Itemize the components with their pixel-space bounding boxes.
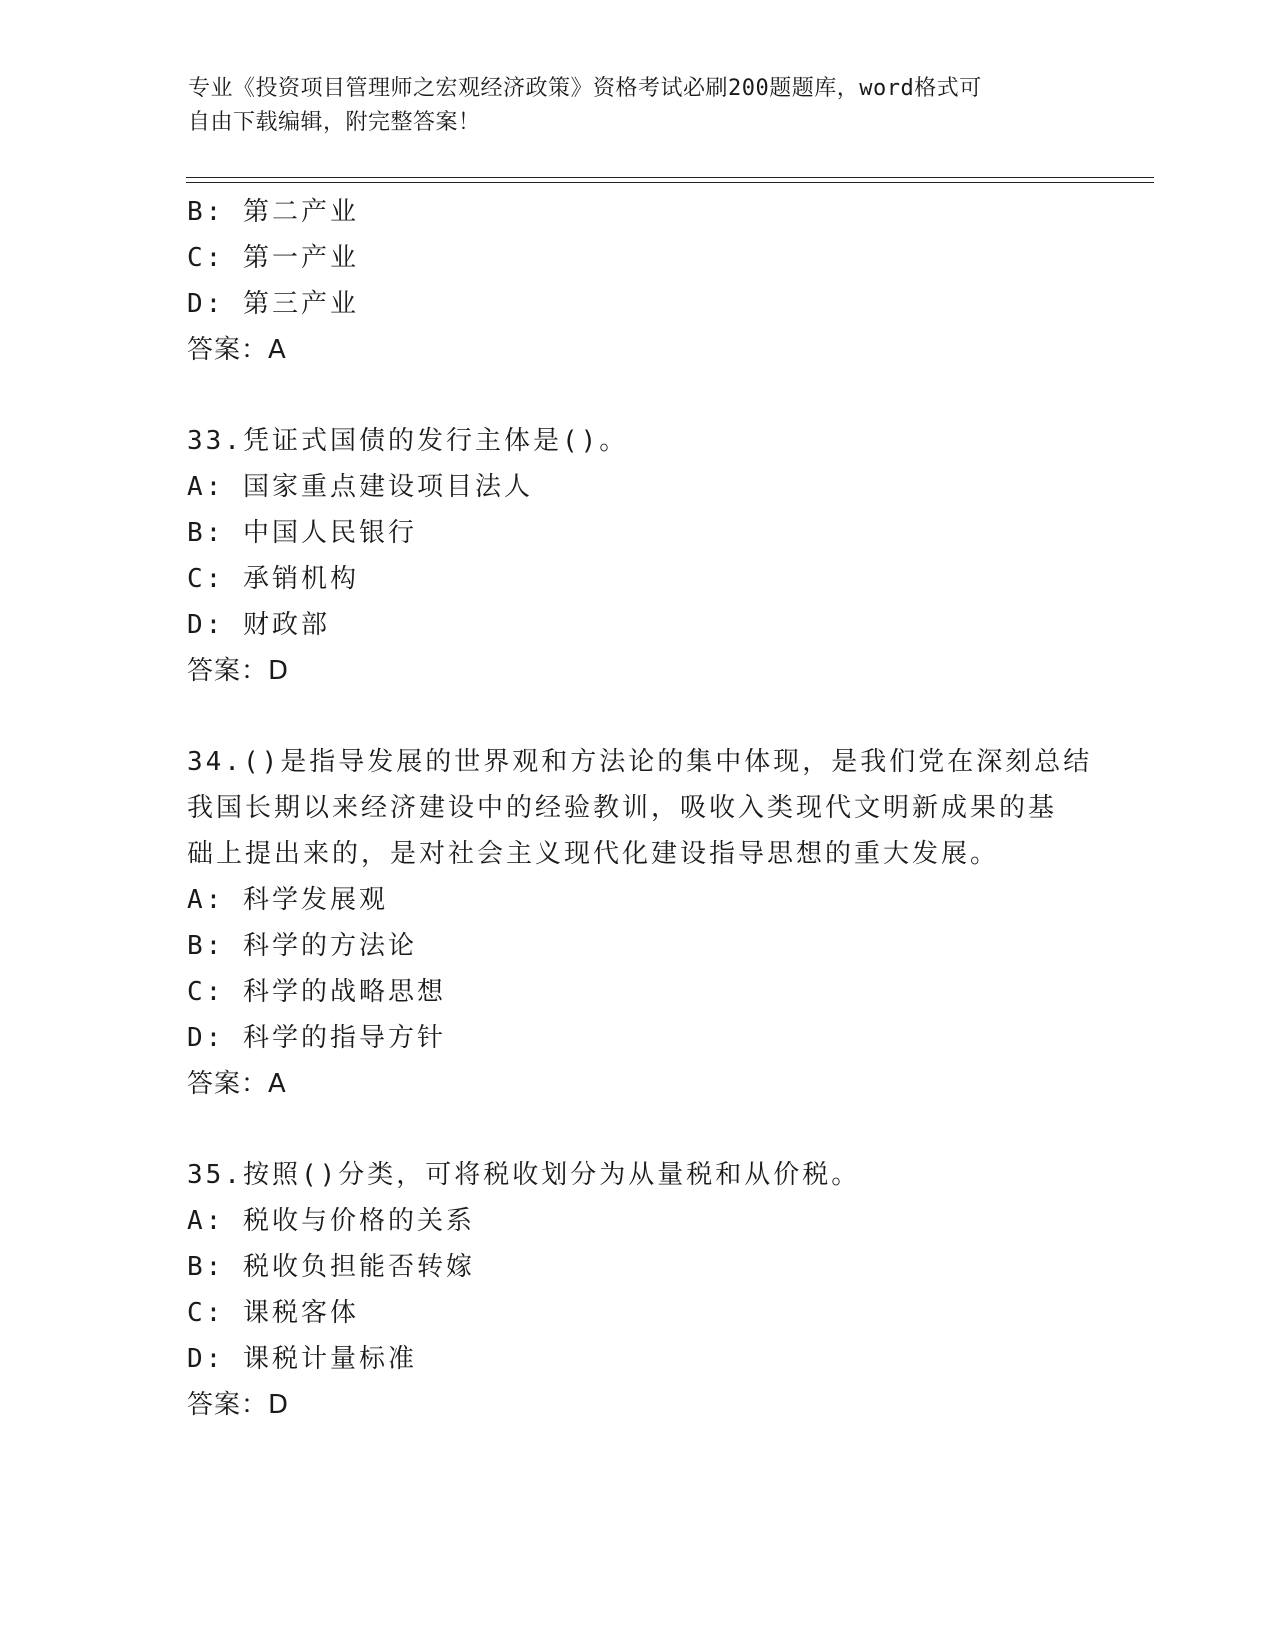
option-c: C: 课税客体 — [187, 1298, 359, 1328]
option-c: C: 科学的战略思想 — [187, 977, 446, 1007]
question-stem-line-1: 34.()是指导发展的世界观和方法论的集中体现，是我们党在深刻总结 — [187, 747, 1093, 777]
header-rule-bottom — [186, 182, 1154, 183]
spacer — [187, 694, 1087, 739]
question-35 — [187, 1152, 1087, 1428]
option-a: A: 税收与价格的关系 — [187, 1206, 475, 1236]
answer: 答案：A — [187, 335, 287, 365]
option-d: D: 财政部 — [187, 610, 330, 640]
option-d: D: 科学的指导方针 — [187, 1023, 446, 1053]
question-stem: 33.凭证式国债的发行主体是()。 — [187, 426, 629, 456]
header-rule-top — [186, 177, 1154, 178]
question-34 — [187, 739, 1093, 1107]
document-body — [187, 189, 1093, 1428]
option-d: D: 第三产业 — [187, 289, 359, 319]
option-b: B: 第二产业 — [187, 197, 359, 227]
document-header — [188, 72, 1068, 140]
option-a: A: 科学发展观 — [187, 885, 388, 915]
spacer — [187, 1107, 1087, 1152]
header-line-2: 自由下载编辑，附完整答案！ — [188, 110, 481, 135]
option-b: B: 税收负担能否转嫁 — [187, 1252, 475, 1282]
answer: 答案：D — [187, 1390, 290, 1420]
header-line-1: 专业《投资项目管理师之宏观经济政策》资格考试必刷200题题库，word格式可 — [188, 76, 982, 101]
answer: 答案：D — [187, 656, 290, 686]
question-stem: 35.按照()分类，可将税收划分为从量税和从价税。 — [187, 1160, 861, 1190]
spacer — [187, 373, 1087, 418]
question-33 — [187, 418, 1087, 694]
option-d: D: 课税计量标准 — [187, 1344, 417, 1374]
answer: 答案：A — [187, 1069, 287, 1099]
option-c: C: 承销机构 — [187, 564, 359, 594]
question-stem-line-2: 我国长期以来经济建设中的经验教训，吸收入类现代文明新成果的基 — [187, 793, 1058, 823]
option-c: C: 第一产业 — [187, 243, 359, 273]
question-32 — [187, 189, 1087, 373]
option-a: A: 国家重点建设项目法人 — [187, 472, 533, 502]
option-b: B: 科学的方法论 — [187, 931, 417, 961]
question-stem-line-3: 础上提出来的，是对社会主义现代化建设指导思想的重大发展。 — [187, 839, 1000, 869]
option-b: B: 中国人民银行 — [187, 518, 417, 548]
